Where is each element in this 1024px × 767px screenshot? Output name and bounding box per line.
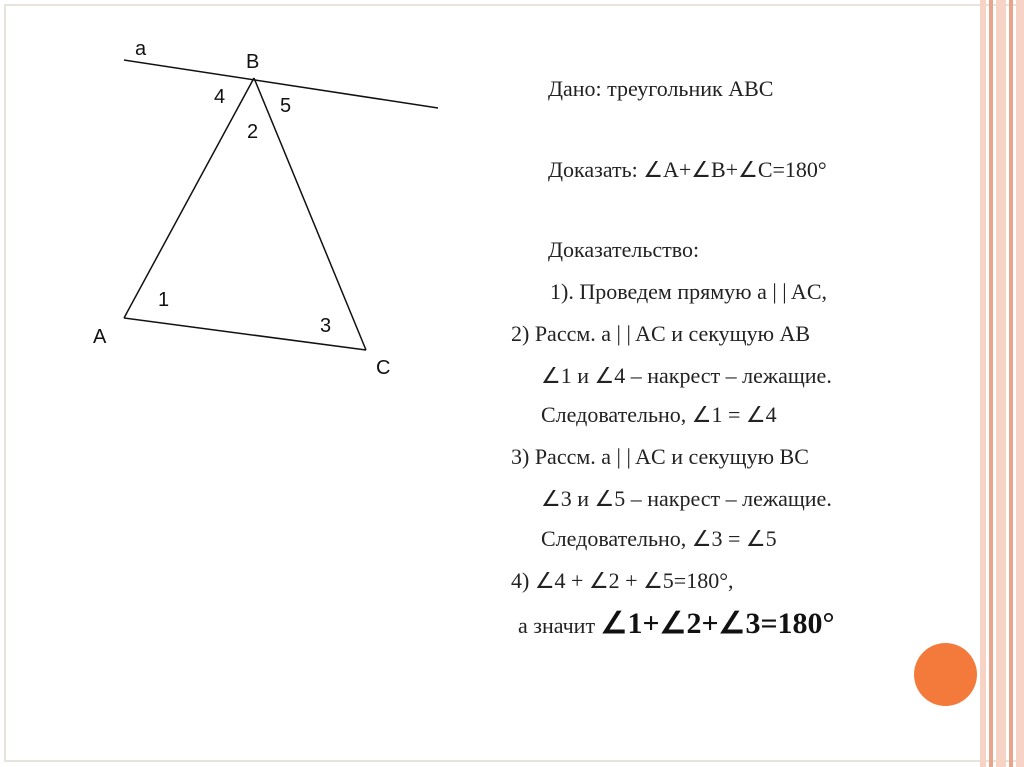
label-angle-4: 4 [214, 86, 226, 108]
proof-step-3a: ∠3 и ∠5 – накрест – лежащие. [541, 486, 832, 511]
label-angle-1: 1 [158, 289, 170, 311]
label-angle-3: 3 [320, 315, 332, 337]
label-vertex-A: A [93, 326, 107, 348]
triangle-diagram [0, 0, 480, 420]
proof-step-3: 3) Рассм. a | | AC и секущую BC [511, 444, 809, 469]
label-vertex-C: C [376, 357, 391, 379]
proof-step-4: 4) ∠4 + ∠2 + ∠5=180°, [511, 568, 734, 593]
conclusion-line [518, 606, 835, 641]
prove-text: Доказать: ∠A+∠B+∠C=180° [548, 157, 827, 182]
conclusion-formula: ∠1+∠2+∠3=180° [600, 607, 835, 640]
side-BC [254, 78, 366, 350]
label-angle-2: 2 [247, 121, 259, 143]
label-line-a: a [135, 38, 147, 60]
label-vertex-B: B [246, 51, 260, 73]
decorative-stripes [980, 0, 1024, 767]
stripe-5 [1016, 0, 1024, 767]
label-angle-5: 5 [280, 95, 292, 117]
decorative-circle [914, 643, 977, 706]
proof-step-2: 2) Рассм. a | | AC и секущую AB [511, 321, 811, 346]
conclusion-prefix: а значит [518, 613, 596, 638]
proof-step-2a: ∠1 и ∠4 – накрест – лежащие. [541, 363, 832, 388]
proof-step-2b: Следовательно, ∠1 = ∠4 [541, 402, 777, 427]
proof-title: Доказательство: [548, 237, 700, 262]
side-AB [124, 78, 254, 318]
proof-step-3b: Следовательно, ∠3 = ∠5 [541, 526, 777, 551]
stripe-1 [980, 0, 986, 767]
stripe-3 [996, 0, 1006, 767]
stripe-4 [1009, 0, 1013, 767]
stripe-2 [989, 0, 993, 767]
given-text: Дано: треугольник ABC [548, 76, 774, 101]
proof-step-1: 1). Проведем прямую a | | AC, [550, 279, 827, 304]
